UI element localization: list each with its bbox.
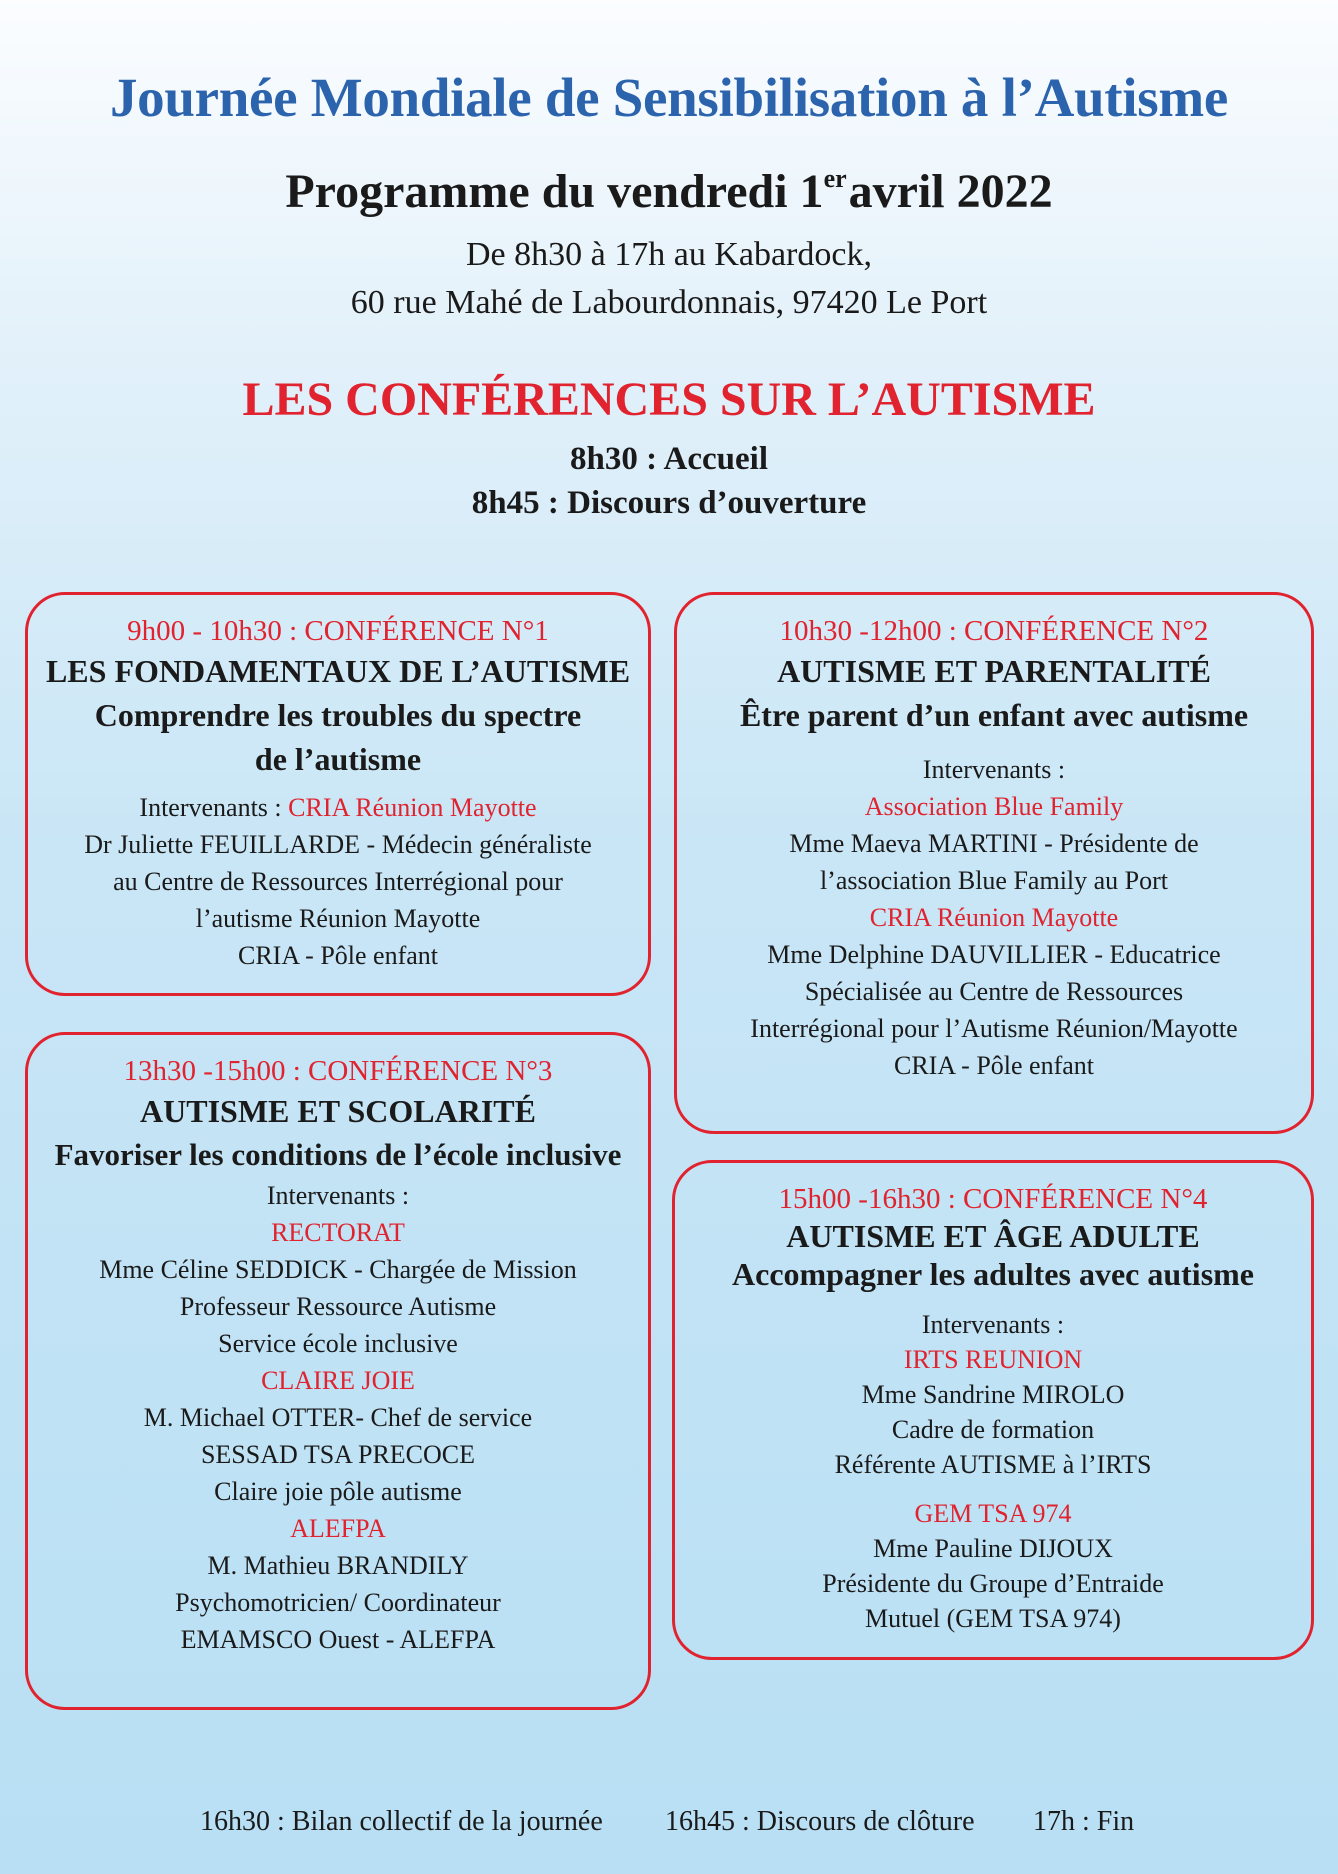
speaker-line: Professeur Ressource Autisme: [179, 1292, 497, 1321]
conference-1-subtitle-line-2: de l’autisme: [254, 741, 422, 777]
conference-2-card: [674, 592, 1314, 1134]
programme-title: [0, 164, 1338, 219]
organization-name: Association Blue Family: [864, 792, 1124, 821]
conference-3-time: 13h30 -15h00 : CONFÉRENCE N°3: [123, 1055, 553, 1087]
intervenants-label: Intervenants :: [266, 1181, 410, 1210]
speaker-line: Mme Pauline DIJOUX: [873, 1534, 1113, 1563]
footer-bilan: 16h30 : Bilan collectif de la journée: [200, 1806, 603, 1837]
organization-name: ALEFPA: [290, 1514, 386, 1543]
conference-1-subtitle-line-1: Comprendre les troubles du spectre: [94, 697, 582, 733]
organization-name: CLAIRE JOIE: [261, 1366, 415, 1395]
speaker-line: Service école inclusive: [218, 1329, 458, 1358]
speaker-line: l’autisme Réunion Mayotte: [195, 904, 481, 933]
speaker-line: Dr Juliette FEUILLARDE - Médecin généraliste: [84, 830, 592, 859]
conference-1-card: [25, 592, 651, 996]
programme-suffix: avril 2022: [848, 165, 1053, 218]
speaker-line: CRIA - Pôle enfant: [237, 941, 439, 970]
conference-3-card: [25, 1032, 651, 1710]
conference-4-title: AUTISME ET ÂGE ADULTE: [786, 1218, 1200, 1254]
organization-name: IRTS REUNION: [903, 1345, 1083, 1374]
footer-end: 17h : Fin: [1033, 1806, 1135, 1837]
organization-name: GEM TSA 974: [914, 1499, 1072, 1528]
speaker-line: SESSAD TSA PRECOCE: [200, 1440, 476, 1469]
conference-2-title: AUTISME ET PARENTALITÉ: [777, 653, 1211, 689]
speaker-line: Mutuel (GEM TSA 974): [865, 1604, 1121, 1633]
conferences-heading: LES CONFÉRENCES SUR L’AUTISME: [242, 373, 1096, 426]
footer-closing-speech: 16h45 : Discours de clôture: [665, 1806, 975, 1837]
main-title: Journée Mondiale de Sensibilisation à l’Autisme: [109, 67, 1229, 128]
speaker-line: Interrégional pour l’Autisme Réunion/Mayotte: [750, 1014, 1238, 1043]
intervenants-label: Intervenants :: [921, 1310, 1065, 1339]
organization-name: RECTORAT: [271, 1218, 405, 1247]
conference-4-subtitle: Accompagner les adultes avec autisme: [732, 1256, 1254, 1292]
organization-name: CRIA Réunion Mayotte: [869, 903, 1119, 932]
conference-2-subtitle: Être parent d’un enfant avec autisme: [739, 697, 1249, 733]
conference-1-organization: CRIA Réunion Mayotte: [288, 793, 537, 822]
speaker-line: Psychomotricien/ Coordinateur: [175, 1588, 501, 1617]
speaker-line: au Centre de Ressources Interrégional pour: [113, 867, 563, 896]
opening-speech-time: 8h45 : Discours d’ouverture: [471, 485, 867, 521]
speaker-line: M. Michael OTTER- Chef de service: [143, 1403, 533, 1432]
speaker-line: EMAMSCO Ouest - ALEFPA: [180, 1625, 496, 1654]
speaker-line: Mme Delphine DAUVILLIER - Educatrice: [767, 940, 1221, 969]
conference-4-card: [672, 1160, 1314, 1660]
speaker-line: Cadre de formation: [891, 1415, 1095, 1444]
conference-1-intervenants: [28, 789, 648, 826]
programme-prefix: Programme du vendredi 1: [285, 165, 824, 218]
speaker-line: Mme Maeva MARTINI - Présidente de: [789, 829, 1199, 858]
speaker-line: l’association Blue Family au Port: [819, 866, 1169, 895]
conference-1-time: 9h00 - 10h30 : CONFÉRENCE N°1: [127, 615, 549, 647]
conference-4-time: 15h00 -16h30 : CONFÉRENCE N°4: [778, 1183, 1208, 1215]
intervenants-label: Intervenants :: [922, 755, 1066, 784]
speaker-line: Claire joie pôle autisme: [214, 1477, 462, 1506]
speaker-line: Spécialisée au Centre de Ressources: [804, 977, 1184, 1006]
programme-date-suffix: er: [823, 164, 847, 193]
speaker-line: M. Mathieu BRANDILY: [207, 1551, 469, 1580]
speaker-line: Présidente du Groupe d’Entraide: [822, 1569, 1164, 1598]
speaker-line: Référente AUTISME à l’IRTS: [834, 1450, 1152, 1479]
conference-1-title: LES FONDAMENTAUX DE L’AUTISME: [45, 653, 631, 689]
conference-2-time: 10h30 -12h00 : CONFÉRENCE N°2: [779, 615, 1209, 647]
conference-3-subtitle: Favoriser les conditions de l’école inclusive: [54, 1137, 622, 1172]
venue-line-2: 60 rue Mahé de Labourdonnais, 97420 Le Port: [350, 284, 988, 321]
speaker-line: Mme Sandrine MIROLO: [861, 1380, 1125, 1409]
intervenants-label: Intervenants :: [139, 793, 289, 822]
accueil-time: 8h30 : Accueil: [570, 441, 768, 477]
speaker-line: CRIA - Pôle enfant: [893, 1051, 1095, 1080]
conference-3-title: AUTISME ET SCOLARITÉ: [140, 1093, 536, 1129]
speaker-line: Mme Céline SEDDICK - Chargée de Mission: [99, 1255, 577, 1284]
venue-line-1: De 8h30 à 17h au Kabardock,: [466, 236, 872, 273]
